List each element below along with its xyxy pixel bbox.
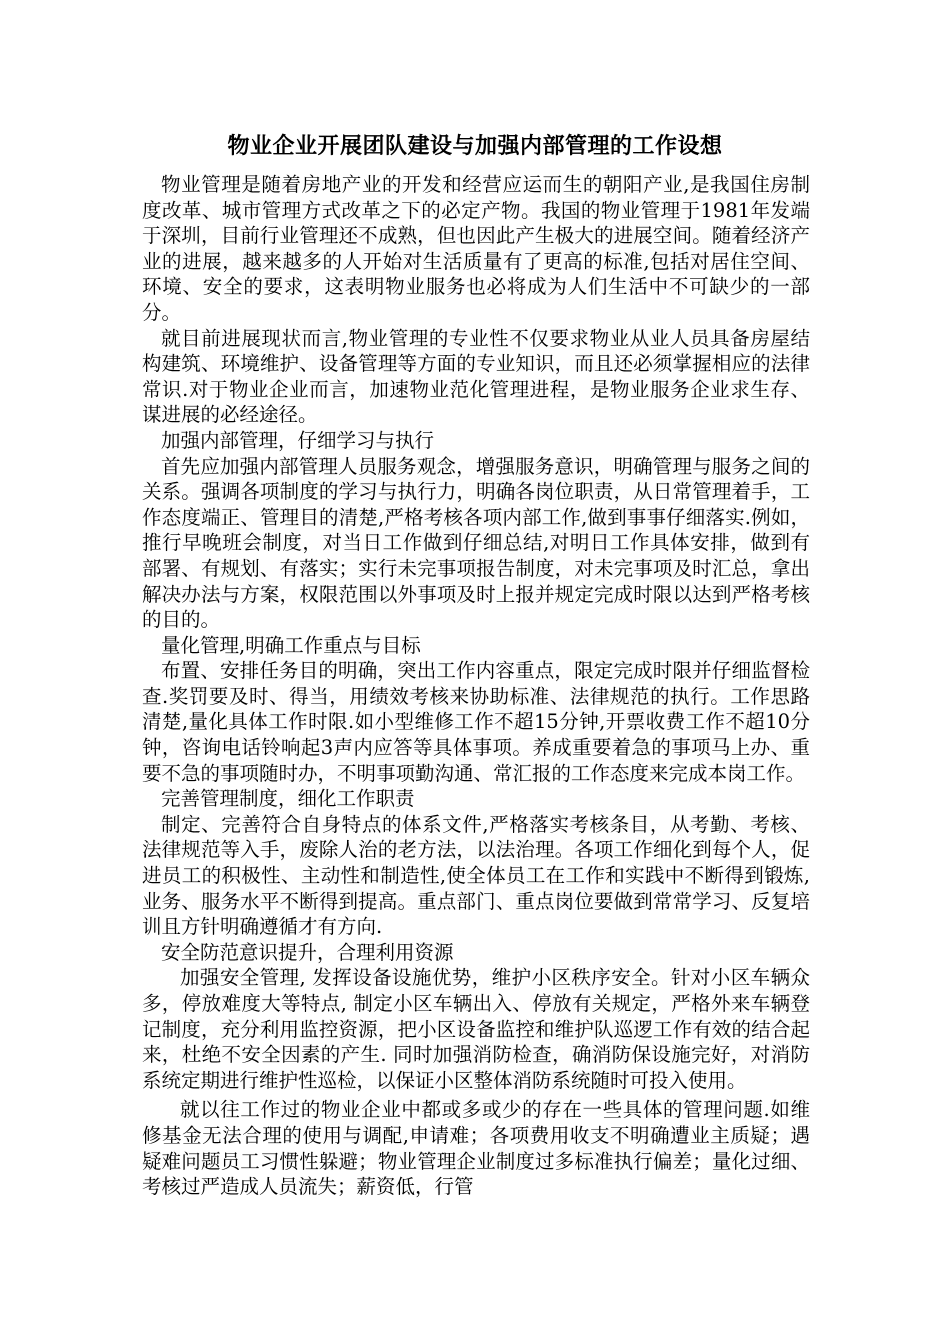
section-heading-internal-management: 加强内部管理，仔细学习与执行: [161, 428, 435, 452]
paragraph-current-status: 就目前进展现状而言,物业管理的专业性不仅要求物业从业人员具备房屋结构建筑、环境维护、设备管理等方面的专业知识，而且还必须掌握相应的法律常识.对于物业企业而言，加速物业范化管理进程，是物业服务企业求生存、谋进展的必经途径。: [142, 326, 810, 427]
paragraph-internal-management: 首先应加强内部管理人员服务观念，增强服务意识，明确管理与服务之间的关系。强调各项制度的学习与执行力，明确各岗位职责，从日常管理着手，工作态度端正、管理目的清楚,严格考核各项内部工作,做到事事仔细落实.例如，推行早晚班会制度，对当日工作做到仔细总结,对明日工作具体安排，做到有部署、有规划、有落实；实行未完事项报告制度，对未完事项及时汇总，拿出解决办法与方案，权限范围以外事项及时上报并规定完成时限以达到严格考核的目的。: [142, 454, 810, 632]
document-title: 物业企业开展团队建设与加强内部管理的工作设想: [227, 134, 723, 159]
paragraph-management-system: 制定、完善符合自身特点的体系文件,严格落实考核条目，从考勤、考核、法律规范等入手，废除人治的老方法，以法治理。各项工作细化到每个人，促进员工的积极性、主动性和制造性,使全体员工在工作和实践中不断得到锻炼,业务、服务水平不断得到提高。重点部门、重点岗位要做到常常学习、反复培训且方针明确遵循才有方向.: [142, 812, 810, 939]
paragraph-intro: 物业管理是随着房地产业的开发和经营应运而生的朝阳产业,是我国住房制度改革、城市管理方式改革之下的必定产物。我国的物业管理于1981年发端于深圳，目前行业管理还不成熟，但也因此产生极大的进展空间。随着经济产业的进展，越来越多的人开始对生活质量有了更高的标准,包括对居住空间、环境、安全的要求，这表明物业服务也必将成为人们生活中不可缺少的一部分。: [142, 173, 810, 324]
section-heading-safety: 安全防范意识提升，合理利用资源: [161, 940, 454, 964]
paragraph-safety: 加强安全管理, 发挥设备设施优势，维护小区秩序安全。针对小区车辆众多，停放难度大等特点, 制定小区车辆出入、停放有关规定，严格外来车辆登记制度，充分利用监控资源，把小区设备监控和维护队巡逻工作有效的结合起来，杜绝不安全因素的产生. 同时加强消防检查，确消防保设施完好，对消防系统定期进行维护性巡检，以保证小区整体消防系统随时可投入使用。: [142, 966, 810, 1092]
paragraph-existing-problems: 就以往工作过的物业企业中都或多或少的存在一些具体的管理问题.如维修基金无法合理的使用与调配,申请难；各项费用收支不明确遭业主质疑；遇疑难问题员工习惯性躲避；物业管理企业制度过多标准执行偏差；量化过细、考核过严造成人员流失；薪资低，行管: [142, 1098, 810, 1199]
section-heading-quantified-management: 量化管理,明确工作重点与目标: [161, 633, 421, 657]
section-heading-management-system: 完善管理制度，细化工作职责: [161, 787, 415, 811]
paragraph-quantified-management: 布置、安排任务目的明确，突出工作内容重点，限定完成时限并仔细监督检查.奖罚要及时、得当，用绩效考核来协助标准、法律规范的执行。工作思路清楚,量化具体工作时限.如小型维修工作不超15分钟,开票收费工作不超10分钟，咨询电话铃响起3声内应答等具体事项。养成重要着急的事项马上办、重要不急的事项随时办，不明事项勤沟通、常汇报的工作态度来完成本岗工作。: [142, 659, 810, 785]
document-body: [142, 172, 810, 1200]
